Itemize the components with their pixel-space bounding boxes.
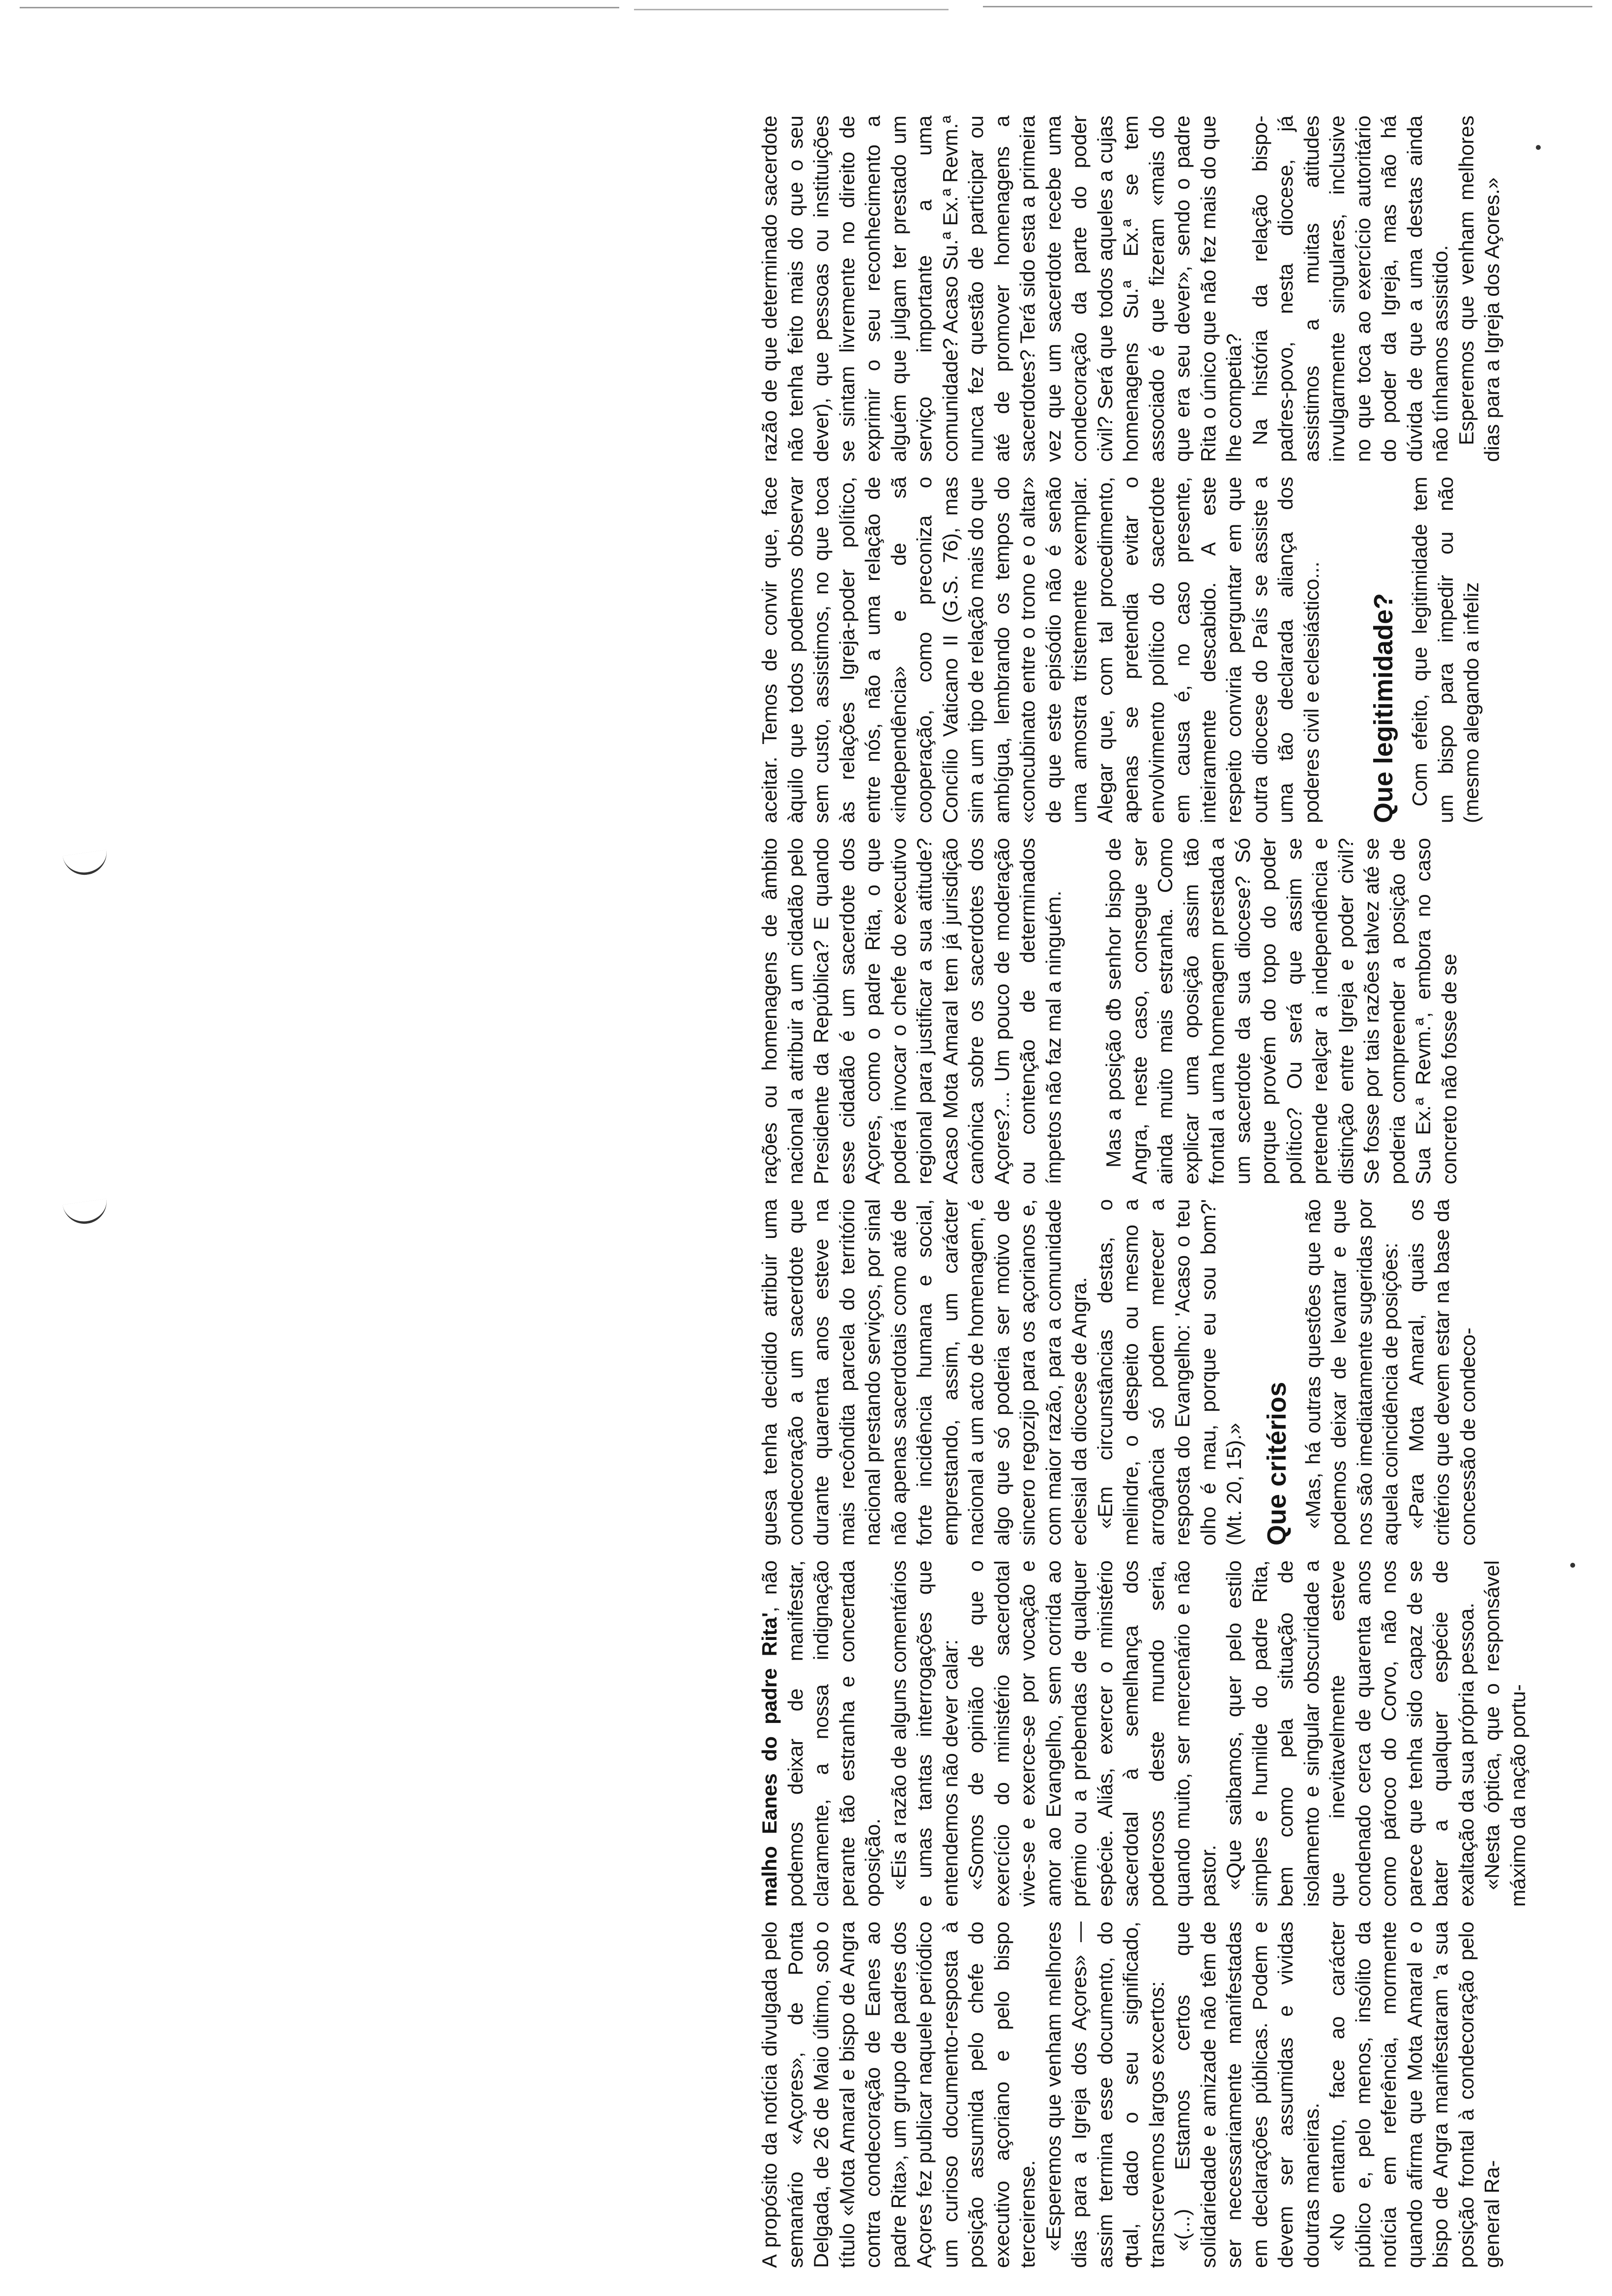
scan-dot [1536,145,1541,150]
article-paragraph: A propósito da notícia divulgada pelo semanário «Açores», de Ponta Delgada, de 26 de Maio último, sob o título «Mota Amaral e bispo de Angra contra condecoração de Eanes ao padre Rita», um grupo de padres dos Açores fez publicar naquele periódico um curioso documento-resposta à posição assumida pelo chefe do executivo açoriano e pelo bispo terceirense. [758,1922,1039,2268]
article-paragraph: guesa tenha decidido atribuir uma condecoração a um sacerdote que durante quarenta anos esteve na mais recôndita parcela do território nacional prestando serviços, por sinal não apenas sacerdotais como até de forte incidência humana e social, emprestando, assim, um carácter nacional a um acto de homenagem, é algo que só poderia ser motivo de sincero regozijo para os açorianos e, com maior razão, para a comunidade eclesial da diocese de Angra. [758,1199,1091,1546]
article-paragraph: Mas a posição do senhor bispo de Angra, neste caso, consegue ser ainda muito mais estranha. Como explicar uma oposição assim tão frontal a uma homenagem prestada a um sacerdote da sua diocese? Só porque provém do topo do poder político? Ou será que assim se pretende realçar a independência e distinção entre Igreja e poder civil? Se fosse por tais razões talvez até se poderia compreender a posição de Sua Ex.ª Revm.ª, embora no caso concreto não fosse de se [1102,838,1461,1184]
article-paragraph: «Que saibamos, quer pelo estilo simples e humilde do padre Rita, bem como pela situação de isolamento e singular obscuridade a que inevitavelmente esteve condenado cerca de quarenta anos como pároco do Corvo, não nos parece que tenha sido capaz de se bater a qualquer espécie de exaltação da sua própria pessoa. [1222,1560,1478,1907]
article-paragraph: «Somos de opinião de que o exercício do ministério sacerdotal vive-se e exerce-se por vocação e amor ao Evangelho, sem corrida ao prémio ou a prebendas de qualquer espécie. Aliás, exercer o ministério sacerdotal à semelhança dos poderosos deste mundo seria, quando muito, ser mercenário e não pastor. [964,1560,1220,1907]
bold-quote: malho Eanes do padre Rita' [758,1612,781,1907]
newspaper-article [757,115,1533,2268]
article-paragraph: «Em circunstâncias destas, o melindre, o despeito ou mesmo a arrogância só podem merecer a resposta do Evangelho: 'Acaso o teu olho é mau, porque eu sou bom?' (Mt. 20, 15).» [1093,1199,1245,1546]
article-paragraph: aceitar. Temos de convir que, face àquilo que todos podemos observar sem custo, assistimos, no que toca às relações Igreja-poder político, entre nós, não a uma relação de «independência» e de sã cooperação, como preconiza o Concílio Vaticano II (G.S. 76), mas sim a um tipo de relação mais do que ambígua, lembrando os tempos do «concubinato entre o trono e o altar» de que este episódio não é senão uma amostra tristemente exemplar. Alegar que, com tal procedimento, apenas se pretendia evitar o envolvimento político do sacerdote em causa é, no caso presente, inteiramente descabido. A este respeito conviria perguntar em que outra diocese do País se assiste a uma tão declarada aliança dos poderes civil e eclesiástico... [758,477,1323,823]
article-paragraph: «Nesta óptica, que o responsável máximo da nação portu- [1480,1560,1529,1907]
article-column-3 [757,1199,1533,1546]
article-paragraph: Com efeito, que legitimidade tem um bispo para impedir ou não (mesmo alegando a infeliz [1408,477,1483,823]
binding-mark [62,850,109,878]
scan-edge-line [634,9,949,10]
article-column-2 [757,1560,1533,1907]
article-paragraph: «Esperemos que venham melhores dias para a Igreja dos Açores» — assim termina esse documento, do qual, dado o seu significado, transcrevemos largos excertos: [1041,1922,1168,2268]
article-paragraph: «Para Mota Amaral, quais os critérios que devem estar na base da concessão de condeco- [1404,1199,1479,1546]
binding-mark [62,1199,109,1227]
article-paragraph: razão de que determinado sacerdote não tenha feito mais do que o seu dever), que pessoas ou instituições se sintam livremente no direito de exprimir o seu reconhecimento a alguém que julgam ter prestado um serviço importante a uma comunidade? Acaso Su.ª Ex.ª Revm.ª nunca fez questão de participar ou até de promover homenagens a sacerdotes? Terá sido esta a primeira vez que um sacerdote recebe uma condecoração da parte do poder civil? Será que todos aqueles a cujas homenagens Su.ª Ex.ª se tem associado é que fizeram «mais do que era seu dever», sendo o padre Rita o único que não fez mais do que lhe competia? [758,115,1245,462]
scan-edge-line [983,6,1592,7]
article-paragraph: «(...) Estamos certos que solidariedade e amizade não têm de ser necessariamente manifestadas em declarações públicas. Podem e devem ser assumidas e vividas doutras maneiras. [1171,1922,1323,2268]
subheading: Que critérios [1262,1381,1292,1546]
article-column-4 [757,838,1533,1184]
article-paragraph: «Eis a razão de alguns comentários e umas tantas interrogações que entendemos não dever calar: [887,1560,962,1907]
article-paragraph: «Mas, há outras questões que não podemos deixar de levantar e que nos são imediatamente sugeridas por aquela coincidência de posições: [1301,1199,1402,1546]
article-column-1 [757,1922,1533,2268]
article-paragraph: «No entanto, face ao carácter público e, pelo menos, insólito da notícia em referência, mormente quando afirma que Mota Amaral e o bispo de Angra manifestaram 'a sua posição frontal à condecoração pelo general Ra- [1325,1922,1503,2268]
article-column-5 [757,477,1533,823]
paragraph-text: , não podemos deixar de manifestar, claramente, a nossa indignação perante tão estranha e concertada oposição. [758,1560,884,1907]
article-columns [757,115,1533,2268]
scan-dot [1570,1563,1575,1568]
article-paragraph: rações ou homenagens de âmbito nacional a atribuir a um cidadão pelo Presidente da República? E quando esse cidadão é um sacerdote dos Açores, como o padre Rita, o que poderá invocar o chefe do executivo regional para justificar a sua atitude? Acaso Mota Amaral tem já jurisdição canónica sobre os sacerdotes dos Açores?... Um pouco de moderação ou contenção de determinados ímpetos não faz mal a ninguém. [758,838,1065,1184]
article-column-6 [757,115,1533,462]
article-paragraph: Esperemos que venham melhores dias para a Igreja dos Açores.» [1454,115,1503,462]
subheading: Que legitimidade? [1369,593,1398,823]
article-paragraph: Na história da relação bispo-padres-povo, nesta diocese, já assistimos a muitas atitudes invulgarmente singulares, inclusive no que toca ao exercício autoritário do poder da Igreja, mas não há dúvida de que a uma destas ainda não tínhamos assistido. [1248,115,1452,462]
scan-edge-line [20,7,619,8]
article-paragraph [757,1560,886,1907]
